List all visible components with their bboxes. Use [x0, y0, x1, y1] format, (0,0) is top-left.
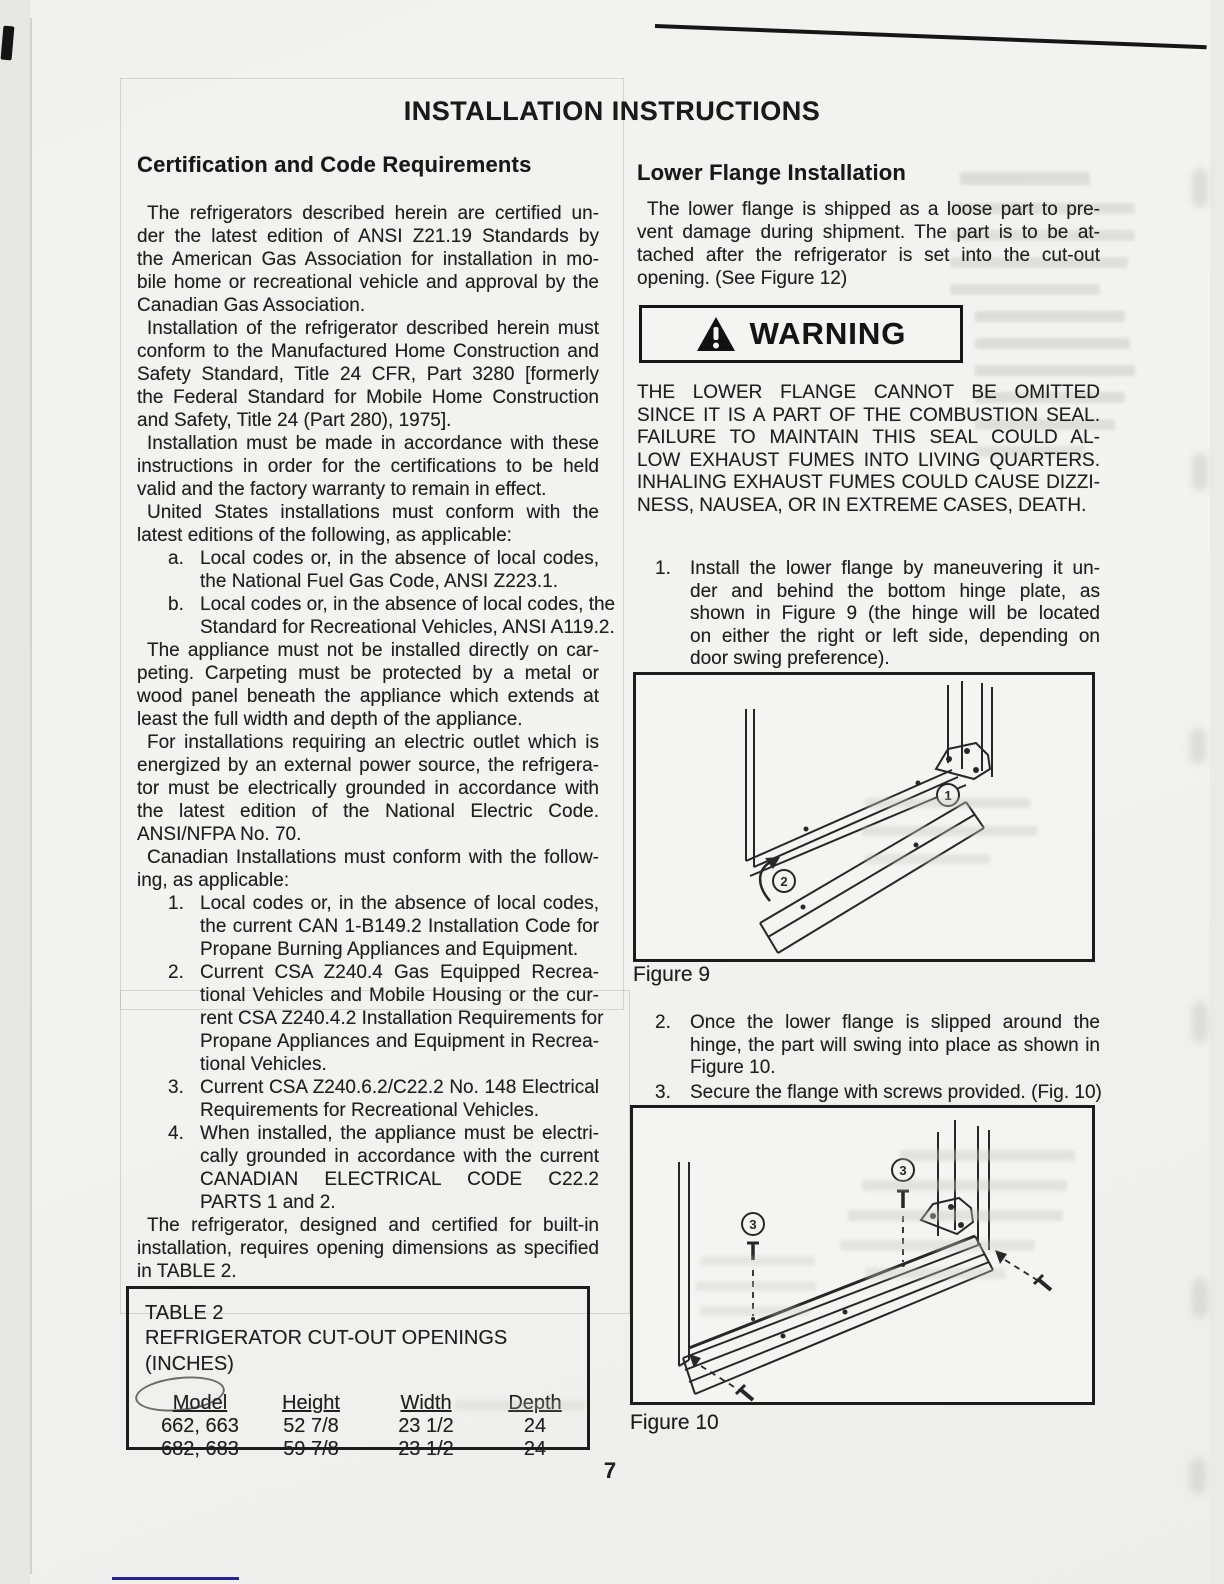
list-marker: a.: [168, 548, 184, 569]
section-heading-lower-flange: Lower Flange Installation: [637, 160, 907, 185]
bleedthrough-text-line: [862, 826, 1037, 836]
list-item-text: Local codes or, in the absence of local codes, the National Fuel Gas Code, ANSI Z223.1.: [200, 548, 599, 592]
step-1: [655, 558, 1100, 671]
list-item-4: [168, 1122, 599, 1214]
scan-smudge: [1192, 1278, 1208, 1318]
warning-body-text: THE LOWER FLANGE CANNOT BE OMITTED SINCE IT IS A PART OF THE COMBUSTION SEAL. FAILURE TO MAINTAIN THIS SEAL COULD AL- LOW EXHAUST FUMES INTO LIVING QUARTERS. INHALING EXHAUST FUMES COULD CAUSE DIZZI- NESS, NAUSEA, OR IN EXTREME CASES, DEATH.: [637, 382, 1100, 516]
scan-top-edge-line: [655, 24, 1207, 49]
list-marker: b.: [168, 594, 184, 615]
cell-depth: 24: [523, 1415, 547, 1437]
page-title: INSTALLATION INSTRUCTIONS: [403, 96, 821, 126]
bleedthrough-text-line: [862, 1180, 1067, 1191]
list-item-text: Current CSA Z240.6.2/C22.2 No. 148 Electrical Requirements for Recreational Vehicles.: [200, 1077, 599, 1121]
circled-3-label: 3: [749, 1217, 757, 1232]
scan-gutter-shadow: [0, 0, 30, 1584]
table-2: [126, 1286, 590, 1460]
table-row: [145, 1415, 587, 1438]
figure-9-drawing: [636, 675, 1092, 959]
cell-model: 682, 683: [161, 1438, 239, 1460]
bleedthrough-text-line: [700, 1256, 815, 1266]
footer-blue-line: [112, 1577, 239, 1580]
page-edge-line: [30, 18, 32, 1574]
column-header-width: Width: [400, 1392, 452, 1414]
list-item-2: [168, 961, 604, 1076]
scan-smudge: [1190, 728, 1206, 764]
paragraph-table2-ref: The refrigerator, designed and certified for built-in installation, requires opening dimensions as specified in TABLE 2.: [137, 1215, 599, 1282]
list-marker: 2.: [168, 962, 184, 983]
paragraph-us-installations: United States installations must conform with the latest editions of the following, as applicable:: [137, 502, 599, 546]
list-marker: 1.: [168, 893, 184, 914]
list-item-text: Current CSA Z240.4 Gas Equipped Recrea- tional Vehicles and Mobile Housing or the cur- rent CSA Z240.4.2 Installation Requirements for Propane Appliances and Equipment in Recrea- tional Vehicles.: [200, 962, 604, 1075]
cell-width: 23 1/2: [398, 1415, 454, 1437]
step-2: [655, 1012, 1100, 1080]
list-item-text: Local codes or, in the absence of local codes, the Standard for Recreational Vehicles, ANSI A119.2.: [200, 594, 616, 638]
cell-height: 59 7/8: [283, 1438, 339, 1460]
cell-width: 23 1/2: [398, 1438, 454, 1460]
scan-smudge: [1190, 1458, 1206, 1494]
scan-smudge: [1192, 1002, 1208, 1042]
page-number: 7: [603, 1458, 617, 1483]
step-marker: 3.: [655, 1082, 671, 1103]
circled-2-label: 2: [780, 874, 788, 889]
bleedthrough-text-line: [975, 365, 1135, 376]
list-item-1: [168, 892, 599, 961]
paragraph-electric-outlet: For installations requiring an electric outlet which is energized by an external power source, the refrigera- tor must be electrically grounded in accordance with the latest edition of the National Electric Code. ANSI/NFPA No. 70.: [137, 732, 599, 845]
step-3: [655, 1082, 1102, 1105]
cell-depth: 24: [523, 1438, 547, 1460]
table-row: [145, 1438, 587, 1461]
warning-label: WARNING: [749, 316, 907, 351]
bleedthrough-text-line: [975, 338, 1130, 349]
cell-height: 52 7/8: [283, 1415, 339, 1437]
table-subtitle: REFRIGERATOR CUT-OUT OPENINGS (INCHES): [145, 1327, 508, 1375]
cell-model: 662, 663: [161, 1415, 239, 1437]
warning-box: [639, 305, 963, 363]
lower-flange-intro: The lower flange is shipped as a loose part to pre- vent damage during shipment. The part is to be at- tached after the refrigerator is set into the cut-out opening. (See Figure 12): [637, 199, 1100, 289]
warning-triangle-icon: [696, 316, 736, 352]
certification-text: [137, 202, 616, 1283]
list-marker: 4.: [168, 1123, 184, 1144]
bleedthrough-text-line: [975, 311, 1125, 322]
figure-9: [633, 672, 1095, 962]
paragraph-certified: The refrigerators described herein are certified un- der the latest edition of ANSI Z21.19 Standards by the American Gas Association for installation in mo- bile home or recreational vehicle and approval by the Canadian Gas Association.: [137, 203, 599, 316]
column-header-model: Model: [172, 1392, 228, 1414]
paragraph-canadian: Canadian Installations must conform with the follow- ing, as applicable:: [137, 847, 599, 891]
scan-smudge: [1192, 452, 1208, 492]
list-item-b: [168, 593, 616, 639]
column-header-height: Height: [282, 1392, 340, 1414]
paragraph-conform: Installation of the refrigerator described herein must conform to the Manufactured Home Construction and Safety Standard, Title 24 CFR, Part 3280 [formerly the Federal Standard for Mobile Home Construction and Safety, Title 24 (Part 280), 1975].: [137, 318, 599, 431]
bleedthrough-text-line: [865, 854, 990, 864]
list-marker: 3.: [168, 1077, 184, 1098]
scan-right-edge: [1210, 0, 1224, 1584]
step-marker: 2.: [655, 1012, 671, 1033]
bleedthrough-text-line: [848, 1210, 1063, 1221]
bleedthrough-text-line: [700, 1306, 810, 1316]
section-heading-certification: Certification and Code Requirements: [137, 152, 532, 177]
bleedthrough-text-line: [865, 798, 1030, 808]
paragraph-warranty: Installation must be made in accordance with these instructions in order for the certifications to be held valid and the factory warranty to remain in effect.: [137, 433, 599, 500]
list-item-text: Local codes or, in the absence of local codes, the current CAN 1-B149.2 Installation Code for Propane Burning Appliances and Equipment.: [200, 893, 599, 960]
left-column: [137, 152, 616, 1282]
step-marker: 1.: [655, 558, 671, 579]
step-text: Install the lower flange by maneuvering it un- der and behind the bottom hinge plate, as shown in Figure 9 (the hinge will be located on either the right or left side, depending on door swing preference).: [690, 558, 1100, 669]
list-item-3: [168, 1076, 599, 1122]
circled-1-label: 1: [944, 788, 952, 803]
bleedthrough-text-line: [865, 1268, 1005, 1279]
scan-smudge: [1192, 168, 1208, 208]
column-header-depth: Depth: [508, 1392, 562, 1414]
bleedthrough-text-line: [696, 1281, 816, 1291]
figure-9-caption: Figure 9: [633, 963, 711, 986]
bleedthrough-text-line: [900, 1150, 1075, 1161]
list-item-a: [168, 547, 599, 593]
circled-3-label: 3: [899, 1163, 907, 1178]
table-title: TABLE 2: [145, 1302, 224, 1324]
figure-10: [630, 1105, 1095, 1405]
bleedthrough-text-line: [455, 1400, 585, 1411]
step-text: Secure the flange with screws provided. (Fig. 10): [690, 1082, 1102, 1103]
figure-10-caption: Figure 10: [630, 1411, 719, 1434]
step-text: Once the lower flange is slipped around the hinge, the part will swing into place as shown in Figure 10.: [690, 1012, 1100, 1078]
right-column: [630, 160, 1102, 1434]
paragraph-carpeting: The appliance must not be installed directly on car- peting. Carpeting must be protected by a metal or wood panel beneath the appliance which extends at least the full width and depth of the appliance.: [137, 640, 599, 730]
bleedthrough-text-line: [840, 1240, 1035, 1251]
list-item-text: When installed, the appliance must be electri- cally grounded in accordance with the current CANADIAN ELECTRICAL CODE C22.2 PARTS 1 and 2.: [200, 1123, 599, 1213]
